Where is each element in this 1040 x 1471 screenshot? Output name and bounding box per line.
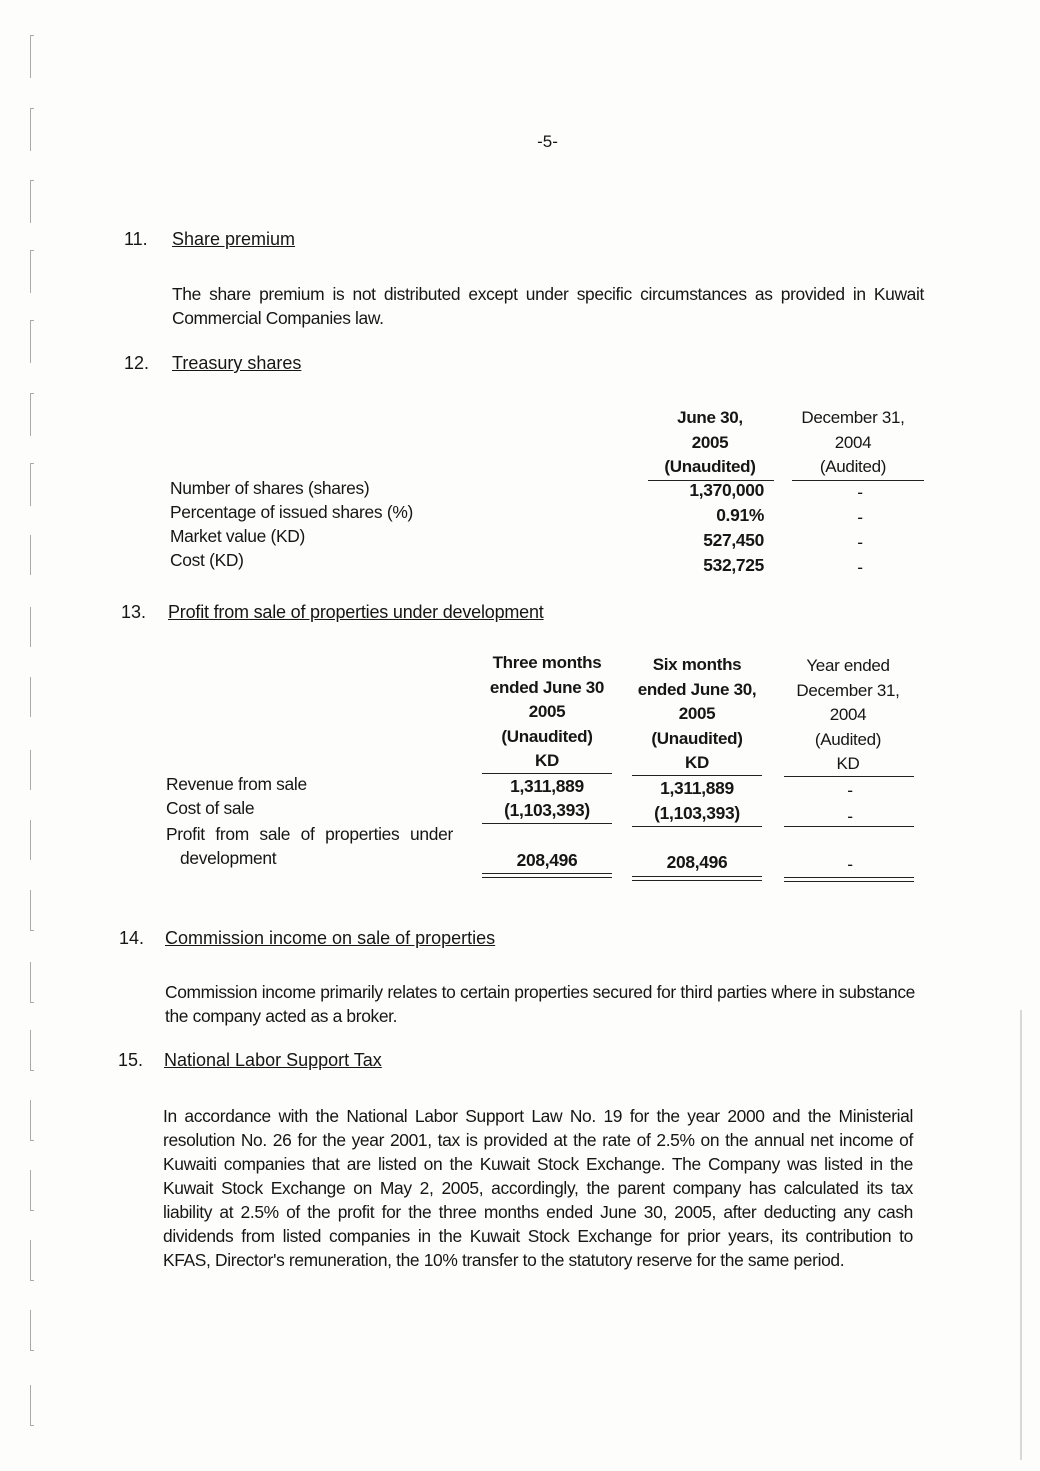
table-row-label: Market value (KD)	[170, 526, 306, 546]
header-line: 2004	[834, 432, 872, 452]
page-number: -5-	[537, 132, 558, 151]
section-11-text: The share premium is not distributed except under specific circumstances as provided in Kuwait Commercial Companies law.	[172, 284, 924, 328]
table-cell: (1,103,393)	[504, 800, 590, 820]
header-line: KD	[836, 754, 860, 773]
header-line: ended June 30	[489, 677, 605, 697]
header-line: Three months	[492, 653, 602, 672]
profit-total-six-months: 208,496	[666, 852, 728, 872]
header-line: KD	[685, 753, 709, 772]
section-15-text: In accordance with the National Labor Support Law No. 19 for the year 2000 and the Ministerial resolution No. 26 for the year 2001, tax is provided at the rate of 2.5% on the annual net income of Kuwaiti companies that are listed on the Kuwait Stock Exchange. The Company was listed in the Kuwait Stock Exchange on May 2, 2005, accordingly, the parent company has calculated its tax liability at 2.5% of the profit for the three months ended June 30, 2005, after deducting any cash dividends from listed companies in the Kuwait Stock Exchange for prior years, its contribution to KFAS, Director's remuneration, the 10% transfer to the statutory reserve for the same period.	[163, 1106, 913, 1270]
profit-total-three-months: 208,496	[516, 850, 578, 870]
table-cell: (1,103,393)	[654, 803, 740, 823]
section-12-title: Treasury shares	[172, 353, 302, 373]
section-15-number: 15.	[118, 1050, 144, 1070]
treasury-col-june-header	[640, 406, 780, 480]
table-cell: -	[857, 532, 863, 552]
header-line: ended June 30,	[637, 679, 757, 699]
header-line: (Unaudited)	[501, 726, 593, 746]
treasury-col2-rule	[792, 480, 924, 481]
table-cell: 532,725	[703, 555, 764, 575]
table-cell: -	[857, 507, 863, 527]
profit-total-label-line2: development	[180, 848, 277, 868]
profit-col-three-months-header	[474, 651, 620, 774]
section-12-number: 12.	[124, 353, 150, 373]
section-11-title: Share premium	[172, 229, 296, 249]
table-cell: -	[847, 780, 853, 800]
header-line: December 31,	[801, 408, 905, 427]
table-cell: 1,370,000	[689, 480, 764, 500]
header-line: 2005	[691, 432, 729, 452]
table-cell: 0.91%	[716, 505, 764, 525]
header-line: December 31,	[796, 680, 900, 700]
profit-col1-total-double-rule	[482, 873, 612, 878]
table-row-label: Number of shares (shares)	[170, 478, 370, 498]
table-cell: 527,450	[703, 530, 764, 550]
profit-col1-header-rule	[482, 773, 612, 774]
header-line: 2004	[829, 705, 867, 724]
section-14-text: Commission income primarily relates to certain properties secured for third parties where in substance the company acted as a broker.	[165, 982, 915, 1026]
section-13-title: Profit from sale of properties under development	[168, 602, 544, 622]
header-line: Six months	[652, 655, 742, 674]
table-row-label: Cost (KD)	[170, 550, 244, 570]
page-edge	[1020, 1010, 1022, 1460]
header-line: KD	[535, 751, 559, 770]
section-15-title: National Labor Support Tax	[164, 1050, 382, 1070]
section-11-number: 11.	[124, 229, 148, 249]
table-cell: -	[857, 482, 863, 502]
profit-total-label-line1: Profit from sale of properties under	[166, 824, 453, 844]
header-line: (Unaudited)	[651, 728, 743, 748]
profit-col3-subtotal-rule	[784, 826, 914, 827]
profit-col3-total-double-rule	[784, 877, 914, 882]
table-row-label: Cost of sale	[166, 798, 255, 818]
profit-col3-header-rule	[784, 776, 914, 777]
profit-col2-subtotal-rule	[632, 826, 762, 827]
header-line: June 30,	[677, 408, 743, 427]
table-row-label: Revenue from sale	[166, 774, 307, 794]
treasury-col-december-header	[788, 406, 918, 480]
profit-col2-header-rule	[632, 775, 762, 776]
profit-col1-subtotal-rule	[482, 823, 612, 824]
header-line: (Unaudited)	[664, 457, 756, 476]
table-row-label: Percentage of issued shares (%)	[170, 502, 413, 522]
table-cell: 1,311,889	[660, 778, 734, 798]
section-13-number: 13.	[121, 602, 147, 622]
table-cell: -	[857, 557, 863, 577]
header-line: (Audited)	[819, 457, 887, 476]
profit-total-year: -	[847, 854, 853, 874]
profit-col-year-header	[780, 654, 916, 777]
header-line: (Audited)	[814, 729, 882, 749]
profit-col-six-months-header	[624, 653, 770, 776]
header-line: 2005	[678, 704, 716, 723]
header-line: Year ended	[806, 656, 890, 675]
table-cell: 1,311,889	[510, 776, 584, 796]
section-14-number: 14.	[119, 928, 145, 948]
header-line: 2005	[528, 702, 566, 721]
section-14-title: Commission income on sale of properties	[165, 928, 496, 948]
profit-col2-total-double-rule	[632, 876, 762, 881]
table-cell: -	[847, 806, 853, 826]
